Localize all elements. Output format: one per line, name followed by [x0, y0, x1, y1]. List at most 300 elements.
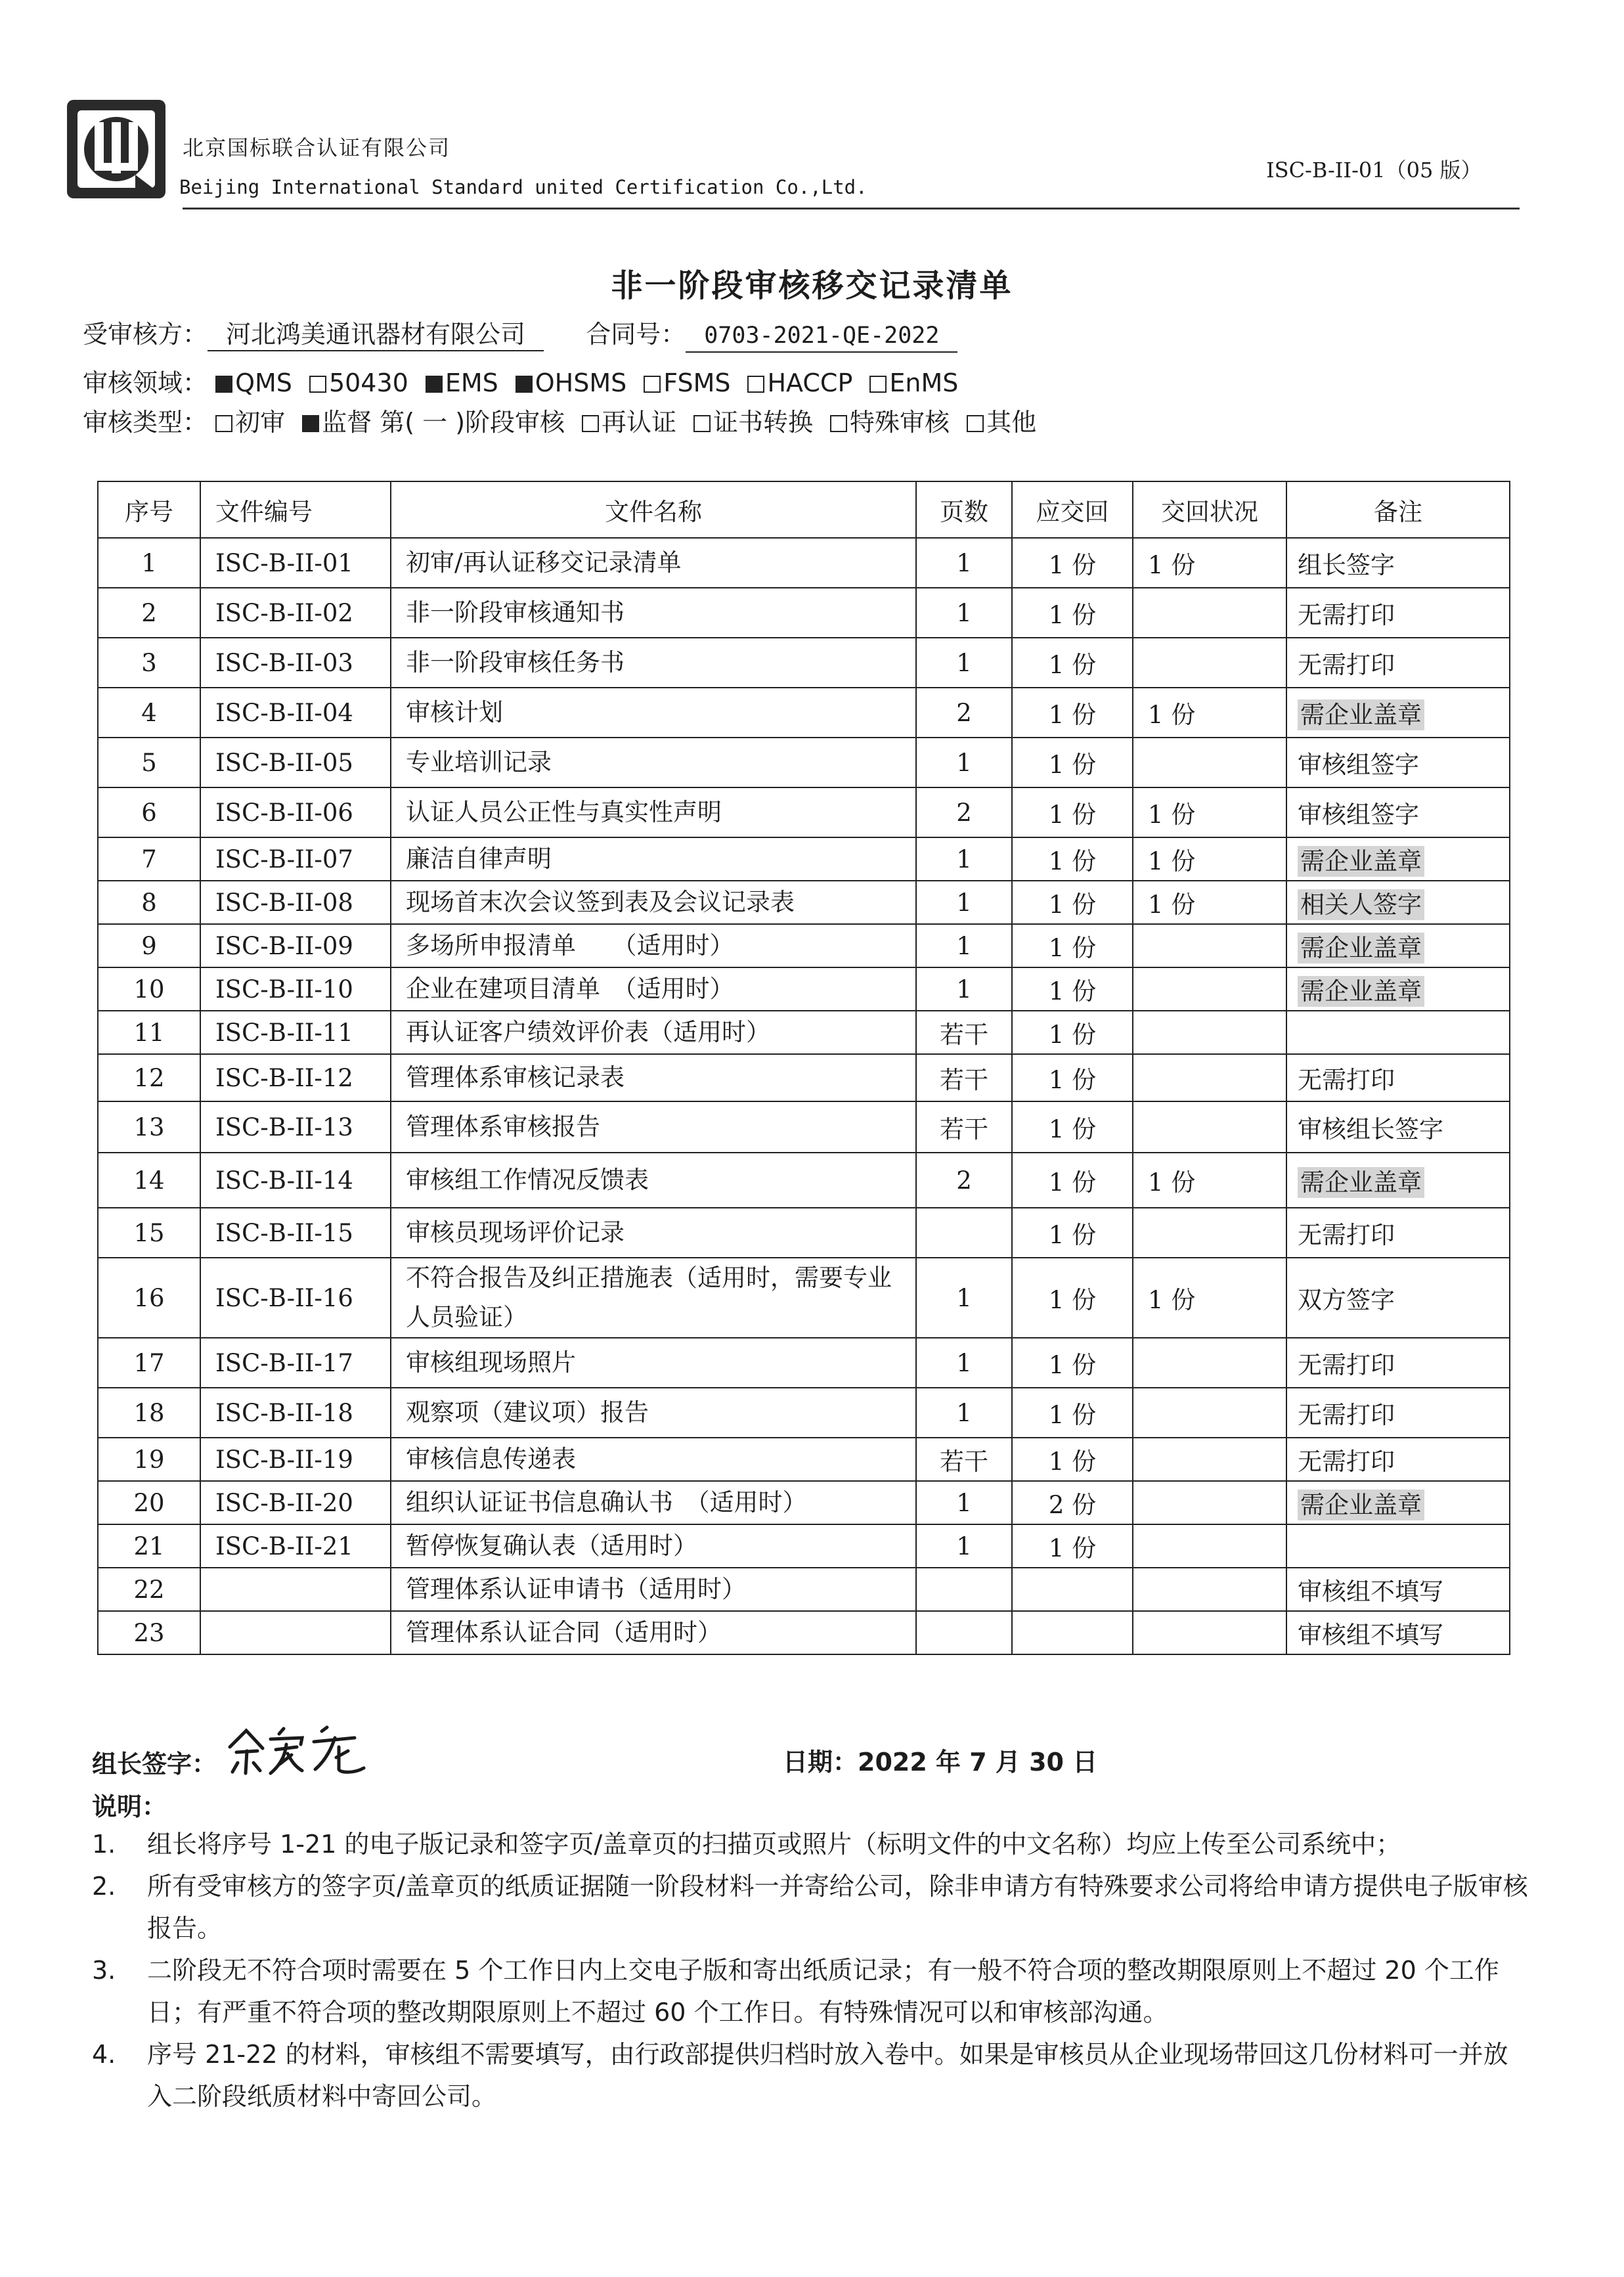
row-return-status	[1133, 881, 1286, 924]
row-pages	[916, 1438, 1012, 1481]
row-file-code	[200, 738, 391, 787]
row-remark-text: 双方签字	[1298, 1286, 1395, 1314]
row-remark	[1286, 1524, 1510, 1568]
row-remark	[1286, 1208, 1510, 1258]
header-divider	[183, 208, 1520, 210]
row-file-name	[391, 881, 916, 924]
table-row	[98, 588, 1510, 638]
row-pages-text: 1	[956, 1398, 972, 1427]
row-pages	[916, 1054, 1012, 1101]
row-remark	[1286, 1568, 1510, 1611]
table-row	[98, 1208, 1510, 1258]
checkbox-item[interactable]	[215, 402, 285, 438]
row-remark-text: 审核组长签字	[1298, 1115, 1443, 1143]
table-row	[98, 881, 1510, 924]
row-no-text: 6	[141, 798, 157, 827]
row-pages-text: 1	[956, 1488, 972, 1517]
row-pages	[916, 924, 1012, 967]
row-remark	[1286, 1481, 1510, 1524]
checkbox-item[interactable]	[516, 368, 627, 397]
row-pages-text: 若干	[940, 1066, 988, 1094]
row-no	[98, 967, 200, 1011]
row-file-code	[200, 1481, 391, 1524]
checkbox-label: QMS	[235, 368, 292, 397]
row-remark-text: 相关人签字	[1298, 889, 1424, 920]
row-file-code-text: ISC-B-II-09	[215, 931, 353, 960]
row-file-code-text: ISC-B-II-05	[215, 748, 353, 777]
unchecked-box-icon[interactable]	[644, 376, 661, 393]
table-row	[98, 1054, 1510, 1101]
row-return-status	[1133, 1611, 1286, 1654]
header-remark: 备注	[1286, 481, 1510, 538]
row-remark-text: 无需打印	[1298, 601, 1395, 629]
unchecked-box-icon[interactable]	[830, 415, 847, 432]
contract-label: 合同号：	[586, 320, 686, 349]
row-file-code-text: ISC-B-II-01	[215, 548, 353, 577]
unchecked-box-icon[interactable]	[869, 376, 887, 393]
transfer-record-table	[97, 481, 1510, 1655]
audit-fields-checkboxes	[215, 368, 975, 397]
row-remark	[1286, 787, 1510, 837]
row-pages	[916, 1524, 1012, 1568]
row-return-status	[1133, 787, 1286, 837]
row-file-code-text: ISC-B-II-11	[215, 1018, 353, 1047]
row-no	[98, 881, 200, 924]
checked-box-icon[interactable]	[426, 376, 443, 393]
row-file-name	[391, 638, 916, 688]
document-title: 非一阶段审核移交记录清单	[611, 267, 1013, 304]
checked-box-icon[interactable]	[215, 376, 232, 393]
leader-signature-label: 组长签字：	[92, 1750, 217, 1779]
row-remark-text: 需企业盖章	[1298, 976, 1424, 1007]
row-remark	[1286, 1101, 1510, 1153]
row-file-name	[391, 924, 916, 967]
row-file-name	[391, 1054, 916, 1101]
checkbox-label: EMS	[445, 368, 498, 397]
row-file-code	[200, 787, 391, 837]
row-pages-text: 2	[956, 798, 972, 827]
table-row	[98, 1611, 1510, 1654]
row-no-text: 5	[141, 748, 157, 777]
row-file-name	[391, 1568, 916, 1611]
row-no-text: 19	[133, 1445, 165, 1474]
row-pages	[916, 787, 1012, 837]
row-due-copies-text: 1 份	[1048, 601, 1097, 629]
row-no	[98, 1208, 200, 1258]
company-name-en: Beijing International Standard united Certification Co.,Ltd.	[179, 176, 867, 198]
audit-types-line	[83, 402, 1053, 438]
unchecked-box-icon[interactable]	[215, 415, 232, 432]
row-due-copies	[1012, 787, 1133, 837]
row-pages-text: 1	[956, 548, 972, 577]
audit-types-checkboxes	[215, 408, 1053, 437]
row-due-copies-text: 1 份	[1048, 551, 1097, 579]
row-due-copies	[1012, 538, 1133, 588]
row-file-code	[200, 1338, 391, 1388]
row-pages	[916, 738, 1012, 787]
row-due-copies-text: 1 份	[1048, 651, 1097, 679]
row-file-name-text: 组织认证证书信息确认书 （适用时）	[406, 1488, 807, 1516]
row-file-name	[391, 738, 916, 787]
row-no-text: 1	[141, 548, 157, 577]
row-return-status	[1133, 1438, 1286, 1481]
row-no-text: 16	[133, 1283, 165, 1312]
checked-box-icon[interactable]	[516, 376, 533, 393]
row-pages-text: 1	[956, 748, 972, 777]
row-due-copies-text: 1 份	[1048, 891, 1097, 919]
row-no	[98, 1568, 200, 1611]
row-pages-text: 1	[956, 888, 972, 917]
notes-list	[92, 1823, 1530, 2117]
row-due-copies-text: 1 份	[1048, 1115, 1097, 1143]
row-pages	[916, 1481, 1012, 1524]
row-due-copies	[1012, 1524, 1133, 1568]
row-due-copies	[1012, 688, 1133, 738]
row-remark	[1286, 1611, 1510, 1654]
unchecked-box-icon[interactable]	[582, 415, 599, 432]
note-number: 3.	[92, 1956, 116, 1985]
row-return-status	[1133, 738, 1286, 787]
row-file-name	[391, 1438, 916, 1481]
row-file-name-text: 审核组现场照片	[406, 1348, 576, 1377]
row-no-text: 21	[133, 1532, 165, 1560]
row-no	[98, 738, 200, 787]
company-logo-icon	[64, 97, 168, 201]
row-return-status-text: 1 份	[1148, 551, 1196, 579]
row-file-name	[391, 1388, 916, 1438]
checkbox-item[interactable]	[309, 368, 408, 397]
unchecked-box-icon[interactable]	[693, 415, 711, 432]
checkbox-item[interactable]	[869, 368, 958, 397]
row-no-text: 15	[133, 1218, 165, 1247]
row-return-status-text: 1 份	[1148, 1168, 1196, 1197]
row-file-code-text: ISC-B-II-10	[215, 975, 353, 1004]
row-pages	[916, 1258, 1012, 1338]
header-name: 文件名称	[391, 481, 916, 538]
unchecked-box-icon[interactable]	[967, 415, 984, 432]
row-no	[98, 1054, 200, 1101]
row-file-name	[391, 1208, 916, 1258]
row-file-code	[200, 1208, 391, 1258]
row-due-copies-text: 1 份	[1048, 1221, 1097, 1249]
row-file-name-text: 专业培训记录	[406, 748, 552, 776]
checkbox-item[interactable]	[967, 402, 1036, 438]
row-remark-text: 无需打印	[1298, 1351, 1395, 1379]
row-file-code-text: ISC-B-II-12	[215, 1063, 353, 1092]
row-no-text: 17	[133, 1348, 165, 1377]
row-return-status	[1133, 588, 1286, 638]
row-no-text: 23	[133, 1618, 165, 1647]
row-pages	[916, 1338, 1012, 1388]
checkbox-item[interactable]	[215, 368, 292, 397]
row-pages	[916, 881, 1012, 924]
row-pages-text: 若干	[940, 1115, 988, 1143]
row-return-status	[1133, 1011, 1286, 1054]
row-due-copies-text: 2 份	[1048, 1491, 1097, 1519]
row-remark-text: 需企业盖章	[1298, 699, 1424, 730]
row-file-name-text: 不符合报告及纠正措施表（适用时，需要专业人员验证）	[406, 1264, 892, 1331]
row-pages-text: 1	[956, 931, 972, 960]
row-due-copies	[1012, 1568, 1133, 1611]
row-no-text: 10	[133, 975, 165, 1004]
row-file-code	[200, 688, 391, 738]
row-pages-text: 1	[956, 598, 972, 627]
row-return-status	[1133, 1153, 1286, 1208]
row-pages-text: 若干	[940, 1021, 988, 1049]
row-file-code	[200, 1011, 391, 1054]
row-file-name	[391, 967, 916, 1011]
row-due-copies	[1012, 1438, 1133, 1481]
row-return-status-text: 1 份	[1148, 891, 1196, 919]
row-no-text: 2	[141, 598, 157, 627]
row-pages	[916, 1101, 1012, 1153]
checkbox-item[interactable]	[302, 402, 565, 438]
row-pages	[916, 638, 1012, 688]
table-row	[98, 1101, 1510, 1153]
row-file-code-text: ISC-B-II-02	[215, 598, 353, 627]
contract-value: 0703-2021-QE-2022	[686, 320, 957, 353]
row-file-code	[200, 881, 391, 924]
notes-title: 说明：	[92, 1792, 167, 1821]
header-code: 文件编号	[200, 481, 391, 538]
row-file-code-text: ISC-B-II-13	[215, 1113, 353, 1141]
table-row	[98, 688, 1510, 738]
checkbox-item[interactable]	[693, 402, 813, 438]
table-row	[98, 538, 1510, 588]
checkbox-label: 其他	[986, 408, 1037, 437]
row-remark	[1286, 1388, 1510, 1438]
note-text: 组长将序号 1-21 的电子版记录和签字页/盖章页的扫描页或照片（标明文件的中文名称）均应上传至公司系统中；	[147, 1830, 1401, 1859]
table-row	[98, 1388, 1510, 1438]
row-return-status	[1133, 638, 1286, 688]
row-remark	[1286, 837, 1510, 881]
row-due-copies	[1012, 1611, 1133, 1654]
row-return-status	[1133, 967, 1286, 1011]
row-no-text: 3	[141, 648, 157, 677]
row-no	[98, 1524, 200, 1568]
row-file-name-text: 审核员现场评价记录	[406, 1218, 625, 1247]
row-file-name	[391, 1524, 916, 1568]
table-row	[98, 837, 1510, 881]
row-file-name-text: 企业在建项目清单 （适用时）	[406, 975, 734, 1003]
row-due-copies-text: 1 份	[1048, 1168, 1097, 1197]
row-no	[98, 1481, 200, 1524]
table-row	[98, 1438, 1510, 1481]
checkbox-label: 初审	[235, 408, 286, 437]
row-due-copies	[1012, 924, 1133, 967]
row-remark	[1286, 1338, 1510, 1388]
row-due-copies-text: 1 份	[1048, 977, 1097, 1006]
row-pages	[916, 1153, 1012, 1208]
row-due-copies-text: 1 份	[1048, 751, 1097, 779]
row-remark-text: 需企业盖章	[1298, 1490, 1424, 1520]
row-file-code	[200, 837, 391, 881]
note-text: 所有受审核方的签字页/盖章页的纸质证据随一阶段材料一并寄给公司，除非申请方有特殊要求公司将给申请方提供电子版审核报告。	[147, 1872, 1528, 1943]
unchecked-box-icon[interactable]	[747, 376, 764, 393]
row-no-text: 11	[133, 1018, 165, 1047]
checkbox-label: EnMS	[889, 368, 959, 397]
row-return-status-text: 1 份	[1148, 847, 1196, 875]
row-return-status	[1133, 1524, 1286, 1568]
row-no	[98, 1338, 200, 1388]
row-no	[98, 1438, 200, 1481]
row-file-code-text: ISC-B-II-15	[215, 1218, 353, 1247]
row-file-code	[200, 1101, 391, 1153]
row-remark	[1286, 881, 1510, 924]
row-remark-text: 审核组不填写	[1298, 1621, 1443, 1649]
row-file-name-text: 管理体系审核记录表	[406, 1063, 625, 1092]
table-body	[98, 538, 1510, 1654]
note-text: 序号 21-22 的材料，审核组不需要填写，由行政部提供归档时放入卷中。如果是审核员从企业现场带回这几份材料可一并放入二阶段纸质材料中寄回公司。	[147, 2040, 1508, 2111]
row-no	[98, 924, 200, 967]
leader-signature	[223, 1721, 381, 1780]
checkbox-item[interactable]	[426, 368, 498, 397]
row-return-status-text: 1 份	[1148, 701, 1196, 729]
note-number: 2.	[92, 1872, 116, 1901]
row-file-name-text: 管理体系审核报告	[406, 1113, 600, 1141]
checkbox-label: 再认证	[602, 408, 677, 437]
auditee-label: 受审核方：	[83, 320, 208, 349]
row-no	[98, 538, 200, 588]
row-no-text: 8	[141, 888, 157, 917]
checkbox-item[interactable]	[747, 368, 852, 397]
row-due-copies-text: 1 份	[1048, 1534, 1097, 1562]
row-no	[98, 1153, 200, 1208]
signature-date: 日期：2022 年 7 月 30 日	[783, 1748, 1098, 1777]
checkbox-label: OHSMS	[535, 368, 627, 397]
row-due-copies	[1012, 967, 1133, 1011]
row-due-copies-text: 1 份	[1048, 1066, 1097, 1094]
row-remark-text: 需企业盖章	[1298, 846, 1424, 877]
row-remark	[1286, 588, 1510, 638]
checkbox-label: 50430	[328, 368, 408, 397]
table-row	[98, 1258, 1510, 1338]
row-due-copies	[1012, 881, 1133, 924]
row-due-copies	[1012, 588, 1133, 638]
checkbox-label: 证书转换	[713, 408, 814, 437]
row-pages	[916, 837, 1012, 881]
row-pages	[916, 538, 1012, 588]
row-file-code-text: ISC-B-II-08	[215, 888, 353, 917]
row-file-code-text: ISC-B-II-14	[215, 1166, 353, 1195]
row-pages	[916, 1011, 1012, 1054]
checkbox-item[interactable]	[582, 402, 676, 438]
table-row	[98, 1481, 1510, 1524]
row-pages-text: 1	[956, 845, 972, 873]
note-number: 4.	[92, 2040, 116, 2069]
row-pages-text: 1	[956, 648, 972, 677]
table-row	[98, 787, 1510, 837]
row-pages-text: 1	[956, 1348, 972, 1377]
row-file-name-text: 观察项（建议项）报告	[406, 1398, 649, 1426]
table-row	[98, 924, 1510, 967]
row-due-copies-text: 1 份	[1048, 847, 1097, 875]
row-file-name-text: 多场所申报清单 （适用时）	[406, 931, 734, 960]
row-return-status	[1133, 538, 1286, 588]
row-no	[98, 688, 200, 738]
auditee-line	[83, 314, 957, 353]
row-file-code-text: ISC-B-II-19	[215, 1445, 353, 1474]
row-file-name-text: 非一阶段审核任务书	[406, 648, 625, 676]
row-due-copies-text: 1 份	[1048, 1401, 1097, 1429]
row-remark-text: 组长签字	[1298, 551, 1395, 579]
row-no	[98, 837, 200, 881]
row-file-code-text: ISC-B-II-21	[215, 1532, 353, 1560]
checkbox-label: 特殊审核	[850, 408, 950, 437]
row-file-name	[391, 588, 916, 638]
row-file-code-text: ISC-B-II-04	[215, 698, 353, 727]
row-remark-text: 需企业盖章	[1298, 1167, 1424, 1198]
row-file-code	[200, 1388, 391, 1438]
row-due-copies	[1012, 638, 1133, 688]
row-file-name	[391, 1011, 916, 1054]
row-file-name-text: 审核信息传递表	[406, 1445, 576, 1473]
table-row	[98, 1338, 1510, 1388]
row-file-code	[200, 538, 391, 588]
row-file-code-text: ISC-B-II-20	[215, 1488, 353, 1517]
row-file-name	[391, 688, 916, 738]
row-due-copies-text: 1 份	[1048, 1286, 1097, 1314]
row-remark	[1286, 1258, 1510, 1338]
row-remark	[1286, 1153, 1510, 1208]
table-row	[98, 638, 1510, 688]
table-row	[98, 1568, 1510, 1611]
row-due-copies-text: 1 份	[1048, 1448, 1097, 1476]
row-no	[98, 1101, 200, 1153]
note-item	[92, 1823, 1530, 1865]
row-remark-text: 需企业盖章	[1298, 933, 1424, 963]
row-file-code-text: ISC-B-II-03	[215, 648, 353, 677]
note-item	[92, 1865, 1530, 1949]
checkbox-item[interactable]	[644, 368, 730, 397]
row-remark	[1286, 1438, 1510, 1481]
company-name-cn: 北京国标联合认证有限公司	[183, 135, 451, 160]
row-pages-text: 1	[956, 975, 972, 1004]
checked-box-icon[interactable]	[302, 415, 319, 432]
row-file-code	[200, 588, 391, 638]
row-pages	[916, 967, 1012, 1011]
row-file-name	[391, 1153, 916, 1208]
row-file-name	[391, 1338, 916, 1388]
row-due-copies-text: 1 份	[1048, 801, 1097, 829]
row-file-code-text: ISC-B-II-07	[215, 845, 353, 873]
row-due-copies	[1012, 738, 1133, 787]
row-remark	[1286, 688, 1510, 738]
row-pages	[916, 1388, 1012, 1438]
row-file-code	[200, 1438, 391, 1481]
row-no-text: 12	[133, 1063, 165, 1092]
checkbox-label: HACCP	[767, 368, 853, 397]
row-due-copies	[1012, 1054, 1133, 1101]
auditee-value: 河北鸿美通讯器材有限公司	[208, 319, 544, 351]
unchecked-box-icon[interactable]	[309, 376, 326, 393]
row-pages-text: 2	[956, 1166, 972, 1195]
row-file-code	[200, 1568, 391, 1611]
row-return-status	[1133, 688, 1286, 738]
row-remark-text: 无需打印	[1298, 1066, 1395, 1094]
table-row	[98, 967, 1510, 1011]
checkbox-item[interactable]	[830, 402, 950, 438]
row-file-code-text: ISC-B-II-17	[215, 1348, 353, 1377]
row-file-code	[200, 638, 391, 688]
row-pages-text: 若干	[940, 1448, 988, 1476]
row-no-text: 22	[133, 1575, 165, 1604]
row-pages	[916, 1208, 1012, 1258]
row-pages	[916, 1568, 1012, 1611]
row-return-status	[1133, 1568, 1286, 1611]
table-row	[98, 738, 1510, 787]
table-row	[98, 1011, 1510, 1054]
